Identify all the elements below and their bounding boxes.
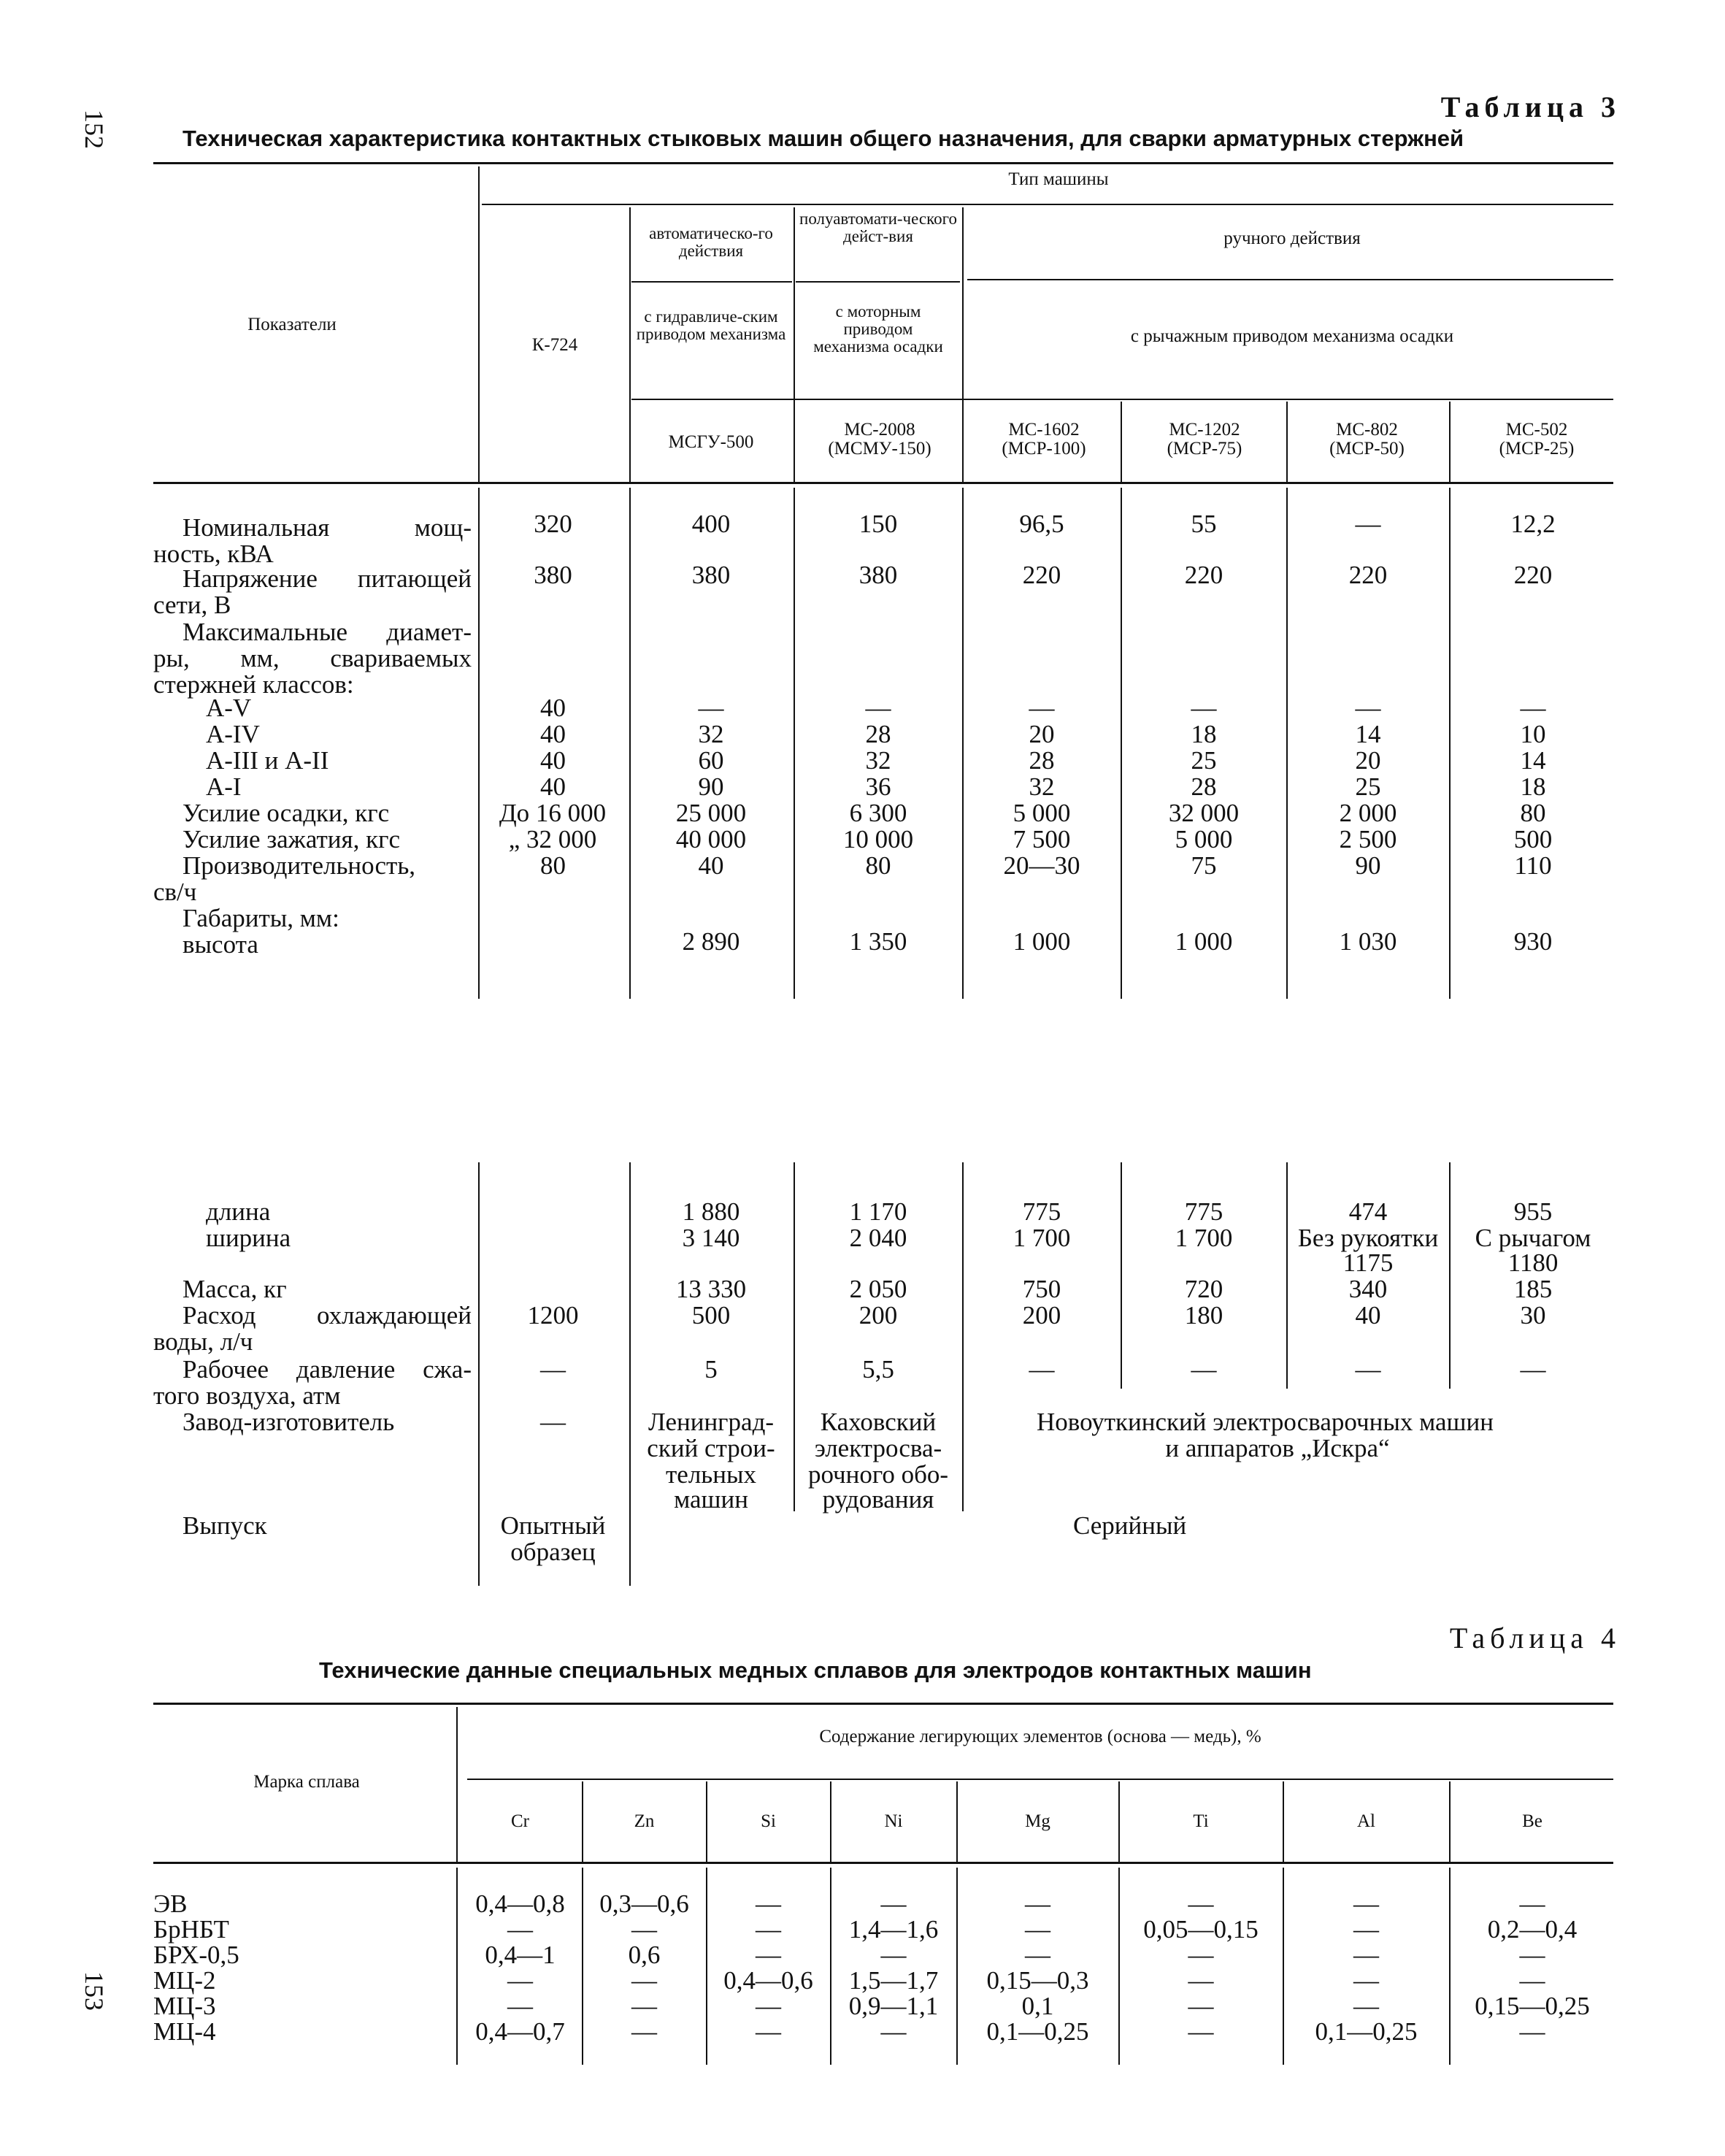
table4-row-grade: ЭВ bbox=[153, 1890, 188, 1918]
table4-cell: — bbox=[1025, 1941, 1050, 1969]
k724-water: 1200 bbox=[527, 1301, 579, 1330]
header-cr: Cr bbox=[511, 1811, 529, 1831]
msgu-air: 5 bbox=[704, 1355, 718, 1384]
page-number-top: 152 bbox=[80, 110, 109, 149]
table4-cell: — bbox=[1188, 1966, 1214, 1995]
ms502-air: — bbox=[1520, 1355, 1546, 1384]
table4-row-grade: МЦ-4 bbox=[153, 2017, 216, 2046]
label-width: ширина bbox=[206, 1224, 291, 1252]
msgu-clamp: 40 000 bbox=[675, 825, 747, 853]
vline bbox=[1449, 1868, 1451, 2065]
header-manual: ручного действия bbox=[1223, 229, 1361, 248]
rule bbox=[967, 279, 1613, 280]
ms502-water: 30 bbox=[1520, 1301, 1546, 1330]
ms1202-av: — bbox=[1191, 694, 1217, 722]
k724-release-1: Опытный bbox=[500, 1511, 606, 1540]
ms2008-ai: 36 bbox=[865, 772, 891, 801]
table4-head-rule bbox=[153, 1862, 1613, 1864]
ms2008-voltage: 380 bbox=[858, 561, 898, 589]
header-grade: Марка сплава bbox=[253, 1772, 360, 1792]
header-ms1202: МС-1202 (МСР-75) bbox=[1167, 420, 1242, 459]
table4-cell: — bbox=[1353, 1966, 1379, 1995]
ms2008-aiii: 32 bbox=[865, 746, 891, 775]
ms1602-upset: 5 000 bbox=[1013, 799, 1071, 827]
vline bbox=[962, 207, 964, 482]
ms1602-aiv: 20 bbox=[1029, 720, 1055, 748]
header-motor: с моторным приводом механизма осадки bbox=[813, 302, 943, 356]
label-voltage-1: Напряжение питающей bbox=[183, 564, 472, 593]
ms1202-upset: 32 000 bbox=[1168, 799, 1240, 827]
k724-air: — bbox=[540, 1355, 566, 1384]
ms1602-clamp: 7 500 bbox=[1013, 825, 1071, 853]
table4-cell: — bbox=[631, 1915, 657, 1944]
header-msgu: МСГУ-500 bbox=[668, 432, 754, 452]
table4-cell: — bbox=[507, 1915, 533, 1944]
table4-cell: 0,4—1 bbox=[485, 1941, 556, 1969]
vline bbox=[582, 1781, 583, 1862]
ms2008-maker-4: рудования bbox=[822, 1485, 934, 1514]
vline bbox=[1449, 402, 1451, 482]
vline bbox=[706, 1868, 707, 2065]
table4-cell: — bbox=[756, 1941, 781, 1969]
vline bbox=[456, 1868, 458, 2065]
label-diam-1: Максимальные диамет- bbox=[183, 618, 472, 646]
rule bbox=[631, 399, 1613, 400]
vline bbox=[456, 1707, 458, 1862]
ms1202-ai: 28 bbox=[1191, 772, 1217, 801]
vline bbox=[1118, 1781, 1120, 1862]
table4-cell: — bbox=[756, 1992, 781, 2020]
table4-cell: — bbox=[1025, 1915, 1050, 1944]
label-av: А-V bbox=[206, 694, 252, 722]
table4-cell: — bbox=[880, 1890, 907, 1918]
label-voltage-2: сети, В bbox=[153, 591, 231, 619]
vline bbox=[478, 166, 480, 482]
ms2008-maker-2: электросва- bbox=[814, 1434, 942, 1462]
msgu-maker-3: тельных bbox=[665, 1460, 756, 1489]
label-mass: Масса, кг bbox=[183, 1275, 287, 1303]
ms502-clamp: 500 bbox=[1513, 825, 1553, 853]
ms802-air: — bbox=[1355, 1355, 1381, 1384]
msgu-maker-2: ский строи- bbox=[647, 1434, 775, 1462]
table4-cell: — bbox=[507, 1966, 533, 1995]
ms802-clamp: 2 500 bbox=[1339, 825, 1397, 853]
table4-cell: — bbox=[631, 2017, 657, 2046]
table4-cell: — bbox=[1519, 1890, 1545, 1918]
label-diam-2: ры, мм, свариваемых bbox=[153, 644, 472, 672]
vline bbox=[1286, 1162, 1288, 1389]
table4-row-grade: БРХ-0,5 bbox=[153, 1941, 239, 1969]
ms1602-water: 200 bbox=[1022, 1301, 1061, 1330]
table4-cell: 0,1—0,25 bbox=[1315, 2017, 1418, 2046]
ms1202-power: 55 bbox=[1191, 510, 1217, 538]
label-ai: А-I bbox=[206, 772, 242, 801]
vline bbox=[1286, 488, 1288, 999]
serial-release: Серийный bbox=[1073, 1511, 1187, 1540]
ms1602-prod: 20—30 bbox=[1003, 851, 1080, 880]
ms502-av: — bbox=[1520, 694, 1546, 722]
header-si: Si bbox=[761, 1811, 776, 1831]
label-maker: Завод-изготовитель bbox=[183, 1408, 395, 1436]
k724-power: 320 bbox=[534, 510, 572, 538]
k724-upset: До 16 000 bbox=[499, 799, 607, 827]
ms1202-water: 180 bbox=[1184, 1301, 1223, 1330]
rule bbox=[631, 281, 792, 283]
table4-label: Таблица 4 bbox=[1449, 1622, 1621, 1654]
rule bbox=[467, 1779, 1613, 1780]
ms2008-length: 1 170 bbox=[849, 1197, 907, 1226]
ms502-ai: 18 bbox=[1520, 772, 1546, 801]
k724-voltage: 380 bbox=[534, 561, 572, 589]
ms1202-height: 1 000 bbox=[1175, 927, 1233, 956]
ms1202-aiv: 18 bbox=[1191, 720, 1217, 748]
header-lever: с рычажным приводом механизма осадки bbox=[1130, 326, 1454, 346]
table4-cell: — bbox=[1188, 1890, 1214, 1918]
label-water-1: Расход охлаждающей bbox=[183, 1301, 472, 1330]
k724-aiii: 40 bbox=[540, 746, 566, 775]
k724-clamp: „ 32 000 bbox=[508, 825, 597, 853]
ms502-height: 930 bbox=[1513, 927, 1553, 956]
label-clamp: Усилие зажатия, кгс bbox=[183, 825, 401, 853]
ms1202-length: 775 bbox=[1184, 1197, 1223, 1226]
ms802-water: 40 bbox=[1355, 1301, 1381, 1330]
ms802-av: — bbox=[1355, 694, 1381, 722]
ms802-voltage: 220 bbox=[1348, 561, 1388, 589]
ms502-length: 955 bbox=[1513, 1197, 1553, 1226]
ms1202-prod: 75 bbox=[1191, 851, 1217, 880]
header-al: Al bbox=[1357, 1811, 1375, 1831]
ms1602-ai: 32 bbox=[1029, 772, 1055, 801]
vline bbox=[830, 1868, 831, 2065]
vline bbox=[1118, 1868, 1120, 2065]
manual-maker-1: Новоуткинский электросварочных машин bbox=[1037, 1408, 1494, 1436]
vline bbox=[1121, 488, 1122, 999]
ms802-aiii: 20 bbox=[1355, 746, 1381, 775]
table4-cell: — bbox=[756, 1890, 781, 1918]
table4-cell: — bbox=[631, 1966, 657, 1995]
ms1602-air: — bbox=[1029, 1355, 1055, 1384]
ms2008-maker-3: рочного обо- bbox=[807, 1460, 949, 1489]
ms2008-maker-1: Каховский bbox=[820, 1408, 937, 1436]
table4-title: Технические данные специальных медных сплавов для электродов контактных машин bbox=[319, 1657, 1312, 1683]
header-content: Содержание легирующих элементов (основа — медь), % bbox=[819, 1727, 1261, 1746]
table4-cell: 0,9—1,1 bbox=[848, 1992, 939, 2020]
label-power-2: ность, кВА bbox=[153, 540, 274, 568]
table4-cell: 0,05—0,15 bbox=[1143, 1915, 1259, 1944]
vline bbox=[478, 1162, 480, 1586]
header-ms502: МС-502 (МСР-25) bbox=[1499, 420, 1575, 459]
label-upset: Усилие осадки, кгс bbox=[183, 799, 390, 827]
vline bbox=[956, 1868, 958, 2065]
k724-prod: 80 bbox=[540, 851, 566, 880]
table4-cell: — bbox=[1519, 1941, 1545, 1969]
header-automatic: автоматическо-го действия bbox=[649, 224, 773, 261]
table3-title: Техническая характеристика контактных стыковых машин общего назначения, для сварки арматурных стержней bbox=[183, 126, 1464, 151]
msgu-power: 400 bbox=[691, 510, 731, 538]
table4-cell: — bbox=[1188, 1941, 1214, 1969]
table4-cell: — bbox=[1188, 2017, 1214, 2046]
ms502-upset: 80 bbox=[1520, 799, 1546, 827]
header-machine-type: Тип машины bbox=[1008, 169, 1109, 189]
table3-top-rule bbox=[153, 162, 1613, 164]
label-aiv: А-IV bbox=[206, 720, 260, 748]
table4-cell: 0,3—0,6 bbox=[599, 1890, 689, 1918]
header-semiauto: полуавтомати-ческого дейст-вия bbox=[799, 210, 957, 246]
table4-cell: — bbox=[1025, 1890, 1050, 1918]
table4-cell: — bbox=[880, 1941, 907, 1969]
table4-cell: 0,4—0,7 bbox=[475, 2017, 565, 2046]
ms802-power: — bbox=[1355, 510, 1381, 538]
vline bbox=[629, 207, 631, 482]
ms502-power: 12,2 bbox=[1510, 510, 1556, 538]
ms1602-mass: 750 bbox=[1022, 1275, 1061, 1303]
table4-cell: 1,4—1,6 bbox=[848, 1915, 939, 1944]
msgu-width: 3 140 bbox=[682, 1224, 740, 1252]
vline bbox=[962, 1162, 964, 1511]
label-release: Выпуск bbox=[183, 1511, 267, 1540]
table4-cell: — bbox=[1353, 1890, 1379, 1918]
header-ni: Ni bbox=[884, 1811, 903, 1831]
label-aiii: А-III и А-II bbox=[206, 746, 329, 775]
vline bbox=[1286, 402, 1288, 482]
ms2008-upset: 6 300 bbox=[849, 799, 907, 827]
vline bbox=[629, 1162, 631, 1586]
ms802-height: 1 030 bbox=[1339, 927, 1397, 956]
table4-cell: — bbox=[1353, 1992, 1379, 2020]
table4-cell: — bbox=[756, 2017, 781, 2046]
table3-head-rule bbox=[153, 482, 1613, 484]
table4-cell: — bbox=[1353, 1915, 1379, 1944]
msgu-water: 500 bbox=[691, 1301, 731, 1330]
msgu-height: 2 890 bbox=[682, 927, 740, 956]
table3-label: Таблица 3 bbox=[1440, 91, 1621, 123]
vline bbox=[794, 207, 795, 482]
vline bbox=[1283, 1868, 1284, 2065]
ms502-width-1: С рычагом bbox=[1475, 1224, 1591, 1252]
rule bbox=[482, 204, 1613, 205]
manual-maker-2: и аппаратов „Искра“ bbox=[1165, 1434, 1390, 1462]
table4-cell: 0,1—0,25 bbox=[986, 2017, 1089, 2046]
header-be: Be bbox=[1522, 1811, 1542, 1831]
ms2008-width: 2 040 bbox=[849, 1224, 907, 1252]
msgu-length: 1 880 bbox=[682, 1197, 740, 1226]
table4-cell: 0,15—0,25 bbox=[1475, 1992, 1590, 2020]
ms2008-water: 200 bbox=[858, 1301, 898, 1330]
k724-ai: 40 bbox=[540, 772, 566, 801]
header-ti: Ti bbox=[1193, 1811, 1209, 1831]
ms2008-mass: 2 050 bbox=[849, 1275, 907, 1303]
header-k724: К-724 bbox=[531, 335, 578, 355]
k724-aiv: 40 bbox=[540, 720, 566, 748]
vline bbox=[794, 1162, 795, 1511]
table4-cell: 0,6 bbox=[628, 1941, 661, 1969]
ms1602-length: 775 bbox=[1022, 1197, 1061, 1226]
table4-cell: — bbox=[1353, 1941, 1379, 1969]
header-hydraulic: с гидравличе-ским приводом механизма bbox=[636, 307, 786, 344]
ms2008-power: 150 bbox=[858, 510, 898, 538]
ms1602-width: 1 700 bbox=[1013, 1224, 1071, 1252]
table4-row-grade: МЦ-2 bbox=[153, 1966, 216, 1995]
k724-release-2: образец bbox=[510, 1538, 596, 1566]
ms2008-prod: 80 bbox=[865, 851, 891, 880]
label-prod-2: св/ч bbox=[153, 878, 197, 906]
table4-cell: — bbox=[507, 1992, 533, 2020]
ms502-aiv: 10 bbox=[1520, 720, 1546, 748]
ms1602-voltage: 220 bbox=[1022, 561, 1061, 589]
label-dims: Габариты, мм: bbox=[183, 904, 339, 932]
header-ms802: МС-802 (МСР-50) bbox=[1329, 420, 1405, 459]
vline bbox=[629, 488, 631, 999]
table4-row-grade: МЦ-3 bbox=[153, 1992, 216, 2020]
ms802-prod: 90 bbox=[1355, 851, 1381, 880]
ms2008-height: 1 350 bbox=[849, 927, 907, 956]
ms1602-aiii: 28 bbox=[1029, 746, 1055, 775]
table4-cell: 0,4—0,8 bbox=[475, 1890, 565, 1918]
ms2008-air: 5,5 bbox=[862, 1355, 894, 1384]
k724-av: 40 bbox=[540, 694, 566, 722]
ms502-aiii: 14 bbox=[1520, 746, 1546, 775]
table4-cell: — bbox=[756, 1915, 781, 1944]
table4-top-rule bbox=[153, 1703, 1613, 1705]
msgu-ai: 90 bbox=[698, 772, 724, 801]
vline bbox=[956, 1781, 958, 1862]
table4-cell: — bbox=[1519, 1966, 1545, 1995]
ms802-ai: 25 bbox=[1355, 772, 1381, 801]
msgu-av: — bbox=[698, 694, 724, 722]
ms802-length: 474 bbox=[1348, 1197, 1388, 1226]
vline bbox=[830, 1781, 831, 1862]
msgu-mass: 13 330 bbox=[675, 1275, 747, 1303]
ms802-mass: 340 bbox=[1348, 1275, 1388, 1303]
msgu-maker-4: машин bbox=[674, 1485, 748, 1514]
ms1202-aiii: 25 bbox=[1191, 746, 1217, 775]
label-length: длина bbox=[206, 1197, 271, 1226]
msgu-maker-1: Ленинград- bbox=[648, 1408, 775, 1436]
ms1602-av: — bbox=[1029, 694, 1055, 722]
table4-cell: 1,5—1,7 bbox=[848, 1966, 939, 1995]
ms502-width-2: 1180 bbox=[1507, 1248, 1559, 1277]
label-air-1: Рабочее давление сжа- bbox=[183, 1355, 472, 1384]
msgu-prod: 40 bbox=[698, 851, 724, 880]
ms502-voltage: 220 bbox=[1513, 561, 1553, 589]
vline bbox=[1283, 1781, 1284, 1862]
ms502-mass: 185 bbox=[1513, 1275, 1553, 1303]
ms1602-height: 1 000 bbox=[1013, 927, 1071, 956]
table4-cell: 0,4—0,6 bbox=[723, 1966, 813, 1995]
vline bbox=[794, 488, 795, 999]
ms1202-air: — bbox=[1191, 1355, 1217, 1384]
label-height: высота bbox=[183, 930, 258, 959]
vline bbox=[1449, 488, 1451, 999]
ms802-upset: 2 000 bbox=[1339, 799, 1397, 827]
label-water-2: воды, л/ч bbox=[153, 1327, 253, 1356]
msgu-upset: 25 000 bbox=[675, 799, 747, 827]
label-power-1: Номинальная мощ- bbox=[183, 513, 472, 542]
vline bbox=[1121, 402, 1122, 482]
ms802-aiv: 14 bbox=[1355, 720, 1381, 748]
ms1202-width: 1 700 bbox=[1175, 1224, 1233, 1252]
vline bbox=[706, 1781, 707, 1862]
table4-cell: — bbox=[1519, 2017, 1545, 2046]
ms502-prod: 110 bbox=[1514, 851, 1552, 880]
table4-row-grade: БрНБТ bbox=[153, 1915, 229, 1944]
vline bbox=[582, 1868, 583, 2065]
table4-cell: 0,15—0,3 bbox=[986, 1966, 1089, 1995]
vline bbox=[962, 488, 964, 999]
header-ms2008: МС-2008 (МСМУ-150) bbox=[828, 420, 931, 459]
table4-cell: 0,2—0,4 bbox=[1487, 1915, 1578, 1944]
vline bbox=[478, 488, 480, 999]
header-zn: Zn bbox=[634, 1811, 655, 1831]
table4-cell: — bbox=[1188, 1992, 1214, 2020]
ms2008-aiv: 28 bbox=[865, 720, 891, 748]
msgu-aiv: 32 bbox=[698, 720, 724, 748]
ms2008-av: — bbox=[865, 694, 891, 722]
table4-cell: 0,1 bbox=[1021, 1992, 1054, 2020]
msgu-voltage: 380 bbox=[691, 561, 731, 589]
ms802-width-1: Без рукоятки bbox=[1297, 1224, 1439, 1252]
ms1602-power: 96,5 bbox=[1019, 510, 1064, 538]
page-number-bottom: 153 bbox=[80, 1971, 109, 2011]
vline bbox=[1121, 1162, 1122, 1389]
vline bbox=[1449, 1162, 1451, 1389]
ms1202-mass: 720 bbox=[1184, 1275, 1223, 1303]
vline bbox=[1449, 1781, 1451, 1862]
header-ms1602: МС-1602 (МСР-100) bbox=[1002, 420, 1086, 459]
label-air-2: того воздуха, атм bbox=[153, 1381, 341, 1410]
label-prod-1: Производительность, bbox=[183, 851, 416, 880]
table4-cell: — bbox=[880, 2017, 907, 2046]
rule bbox=[796, 281, 960, 283]
header-mg: Mg bbox=[1025, 1811, 1050, 1831]
ms2008-clamp: 10 000 bbox=[842, 825, 914, 853]
header-indicators: Показатели bbox=[247, 315, 337, 334]
ms1202-clamp: 5 000 bbox=[1175, 825, 1233, 853]
ms1202-voltage: 220 bbox=[1184, 561, 1223, 589]
msgu-aiii: 60 bbox=[698, 746, 724, 775]
ms802-width-2: 1175 bbox=[1342, 1248, 1394, 1277]
label-diam-3: стержней классов: bbox=[153, 670, 354, 699]
k724-maker: — bbox=[540, 1408, 566, 1436]
table4-cell: — bbox=[631, 1992, 657, 2020]
